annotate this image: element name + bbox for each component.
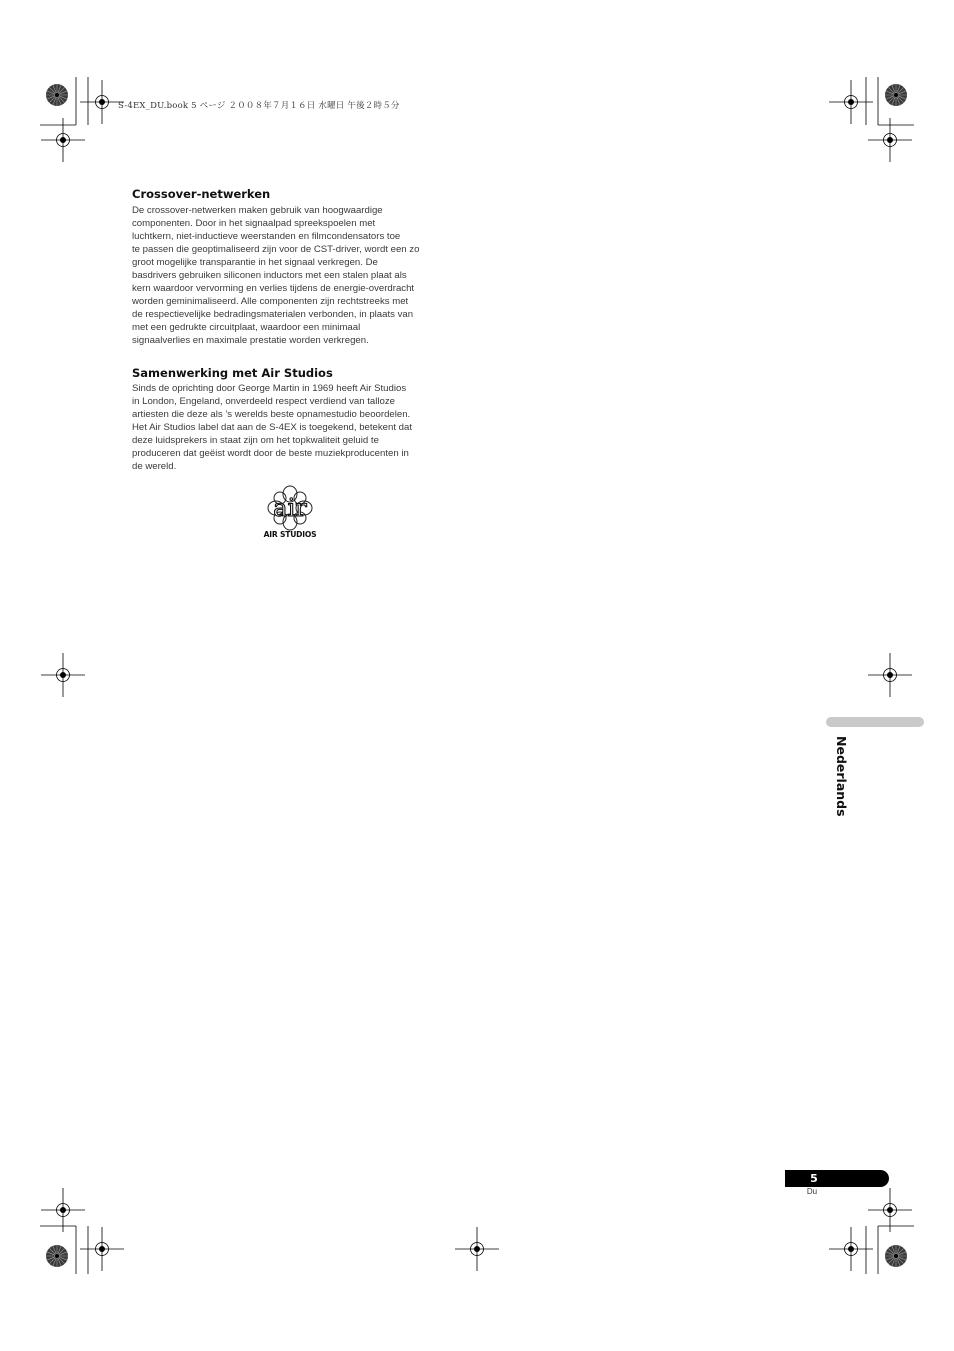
language-label: Nederlands <box>834 736 849 817</box>
text-line: groot mogelijke transparantie in het signaal verkregen. De <box>132 257 378 269</box>
section-body-air-studios <box>132 382 452 473</box>
text-line: De crossover-netwerken maken gebruik van hoogwaardige <box>132 205 383 216</box>
section-title-air-studios: Samenwerking met Air Studios <box>132 366 333 380</box>
text-line: de respectievelijke bedradingsmaterialen verbonden, in plaats van <box>132 309 414 321</box>
text-line: componenten. Door in het signaalpad spreekspoelen met <box>132 218 376 230</box>
logo-caption: AIR STUDIOS <box>263 530 317 539</box>
text-line: worden geminimaliseerd. Alle componenten zijn rechtstreeks met <box>132 296 409 308</box>
text-line: met een gedrukte circuitplaat, waardoor een minimaal <box>132 322 361 334</box>
text-line: kern waardoor vervorming en verlies tijdens de energie-overdracht <box>132 283 415 295</box>
text-line: de wereld. <box>132 461 177 473</box>
text-line: Het Air Studios label dat aan de S-4EX is toegekend, betekent dat <box>132 422 413 434</box>
section-title-crossover: Crossover-netwerken <box>132 187 271 201</box>
text-line: in London, Engeland, onverdeeld respect verdiend van talloze <box>132 396 395 408</box>
section-body-crossover <box>132 204 452 348</box>
page-number: 5 <box>810 1172 818 1185</box>
print-file-info: S-4EX_DU.book 5 ページ ２００８年７月１６日 水曜日 午後２時５分 <box>118 101 400 111</box>
text-line: te passen die geoptimaliseerd zijn voor de CST-driver, wordt een zo <box>132 244 420 256</box>
text-line: luchtkern, niet-inductieve weerstanden en filmcondensators toe <box>132 231 401 243</box>
logo-mark-text: air <box>273 494 307 522</box>
text-line: produceren dat geëist wordt door de beste muziekproducenten in <box>132 448 409 460</box>
text-line: signaalverlies en maximale prestatie worden verkregen. <box>132 335 369 347</box>
language-tab <box>826 717 924 727</box>
page-language-code: Du <box>806 1187 818 1196</box>
text-line: basdrivers gebruiken siliconen inductors met een stalen plaat als <box>132 270 407 282</box>
text-line: Sinds de oprichting door George Martin in 1969 heeft Air Studios <box>132 383 407 394</box>
text-line: deze luidsprekers in staat zijn om het topkwaliteit geluid te <box>132 435 379 447</box>
text-line: artiesten die deze als ’s werelds beste opnamestudio beoordelen. <box>132 409 411 421</box>
